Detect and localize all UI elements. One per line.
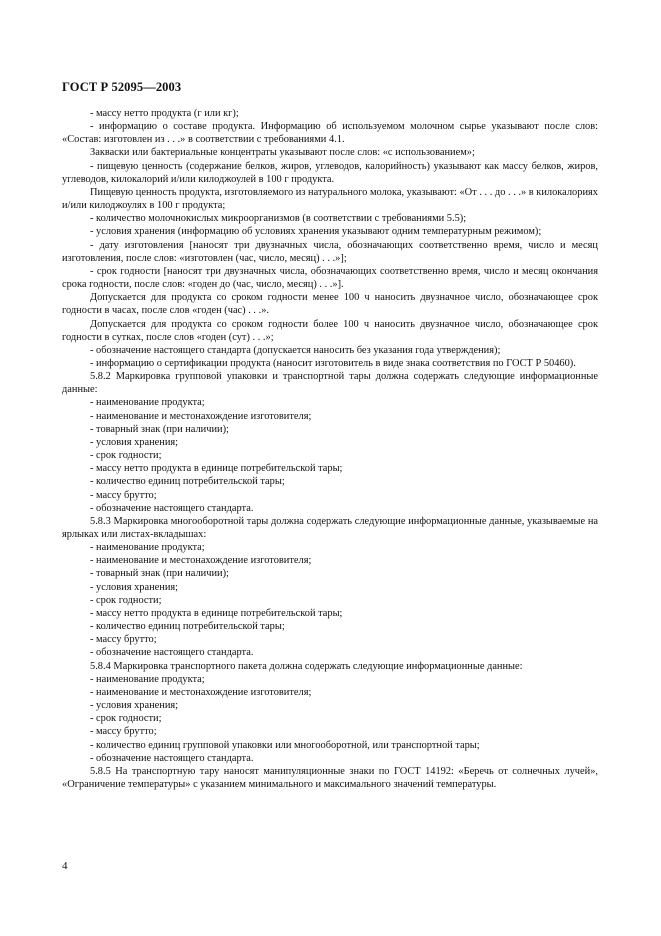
list-item: - наименование продукта; <box>90 673 205 685</box>
list-item: - наименование и местонахождение изготовителя; <box>90 555 312 567</box>
list-item: - срок годности; <box>90 450 162 462</box>
list-item: - срок годности; <box>90 594 162 606</box>
paragraph: Закваски или бактериальные концентраты указывают после слов: «с использованием»; <box>90 147 475 159</box>
list-item: - количество единиц групповой упаковки или многооборотной, или транспортной тары; <box>90 739 480 751</box>
paragraph: - количество молочнокислых микроорганизмов (в соответствии с требованиями 5.5); <box>90 213 467 225</box>
list-item: - условия хранения; <box>90 700 179 712</box>
list-item: - наименование продукта; <box>90 397 205 409</box>
list-item: - товарный знак (при наличии); <box>90 423 229 435</box>
document-body <box>62 107 598 791</box>
list-item: - наименование и местонахождение изготовителя; <box>90 686 312 698</box>
paragraph: Допускается для продукта со сроком годности более 100 ч наносить двузначное число, обозначающее срок годности в сутках, после слов «годен (сут) . . .»; <box>62 318 598 343</box>
paragraph: - массу нетто продукта (г или кг); <box>90 108 239 119</box>
paragraph: - информацию о сертификации продукта (наносит изготовитель в виде знака соответствия по ГОСТ Р 50460). <box>90 357 576 369</box>
list-item: - условия хранения; <box>90 581 179 593</box>
paragraph: - условия хранения (информацию об условиях хранения указывают одним температурным режимом); <box>90 226 542 238</box>
list-item: - товарный знак (при наличии); <box>90 568 229 580</box>
list-item: - обозначение настоящего стандарта. <box>90 752 254 764</box>
paragraph: - пищевую ценность (содержание белков, жиров, углеводов, калорийность) указывают как массу белков, жиров, углеводов, килокалорий и/или килоджоулей в 100 г продукта. <box>62 160 598 185</box>
paragraph: Допускается для продукта со сроком годности менее 100 ч наносить двузначное число, обозначающее срок годности в часах, после слов «годен (час) . . .». <box>62 292 598 317</box>
list-item: - количество единиц потребительской тары; <box>90 621 285 633</box>
list-item: - количество единиц потребительской тары; <box>90 476 285 488</box>
list-item: - массу брутто; <box>90 489 157 501</box>
list-item: - массу нетто продукта в единице потребительской тары; <box>90 463 343 475</box>
list-item: - обозначение настоящего стандарта. <box>90 647 254 659</box>
paragraph: - информацию о составе продукта. Информацию об используемом молочном сырье указывают после слов: «Состав: изготовлен из . . .» в соответствии с требованиями 4.1. <box>62 121 598 146</box>
section-5-8-2: 5.8.2 Маркировка групповой упаковки и транспортной тары должна содержать следующие информационные данные: <box>62 371 598 396</box>
section-5-8-3: 5.8.3 Маркировка многооборотной тары должна содержать следующие информационные данные, указываемые на ярлыках или листах-вкладышах: <box>62 515 598 540</box>
list-item: - наименование и местонахождение изготовителя; <box>90 410 312 422</box>
list-item: - массу нетто продукта в единице потребительской тары; <box>90 607 343 619</box>
page-number: 4 <box>62 860 68 872</box>
standard-header: ГОСТ Р 52095—2003 <box>62 80 182 94</box>
paragraph: - дату изготовления [наносят три двузначных числа, обозначающих соответственно время, число и месяц изготовления, после слов: «изготовлен (час, число, месяц) . . .»]; <box>62 239 598 264</box>
paragraph: Пищевую ценность продукта, изготовляемого из натурального молока, указывают: «От . . . до . . .» в килокалориях и/или килоджоулях в 100 г продукта; <box>62 186 598 212</box>
list-item: - массу брутто; <box>90 634 157 646</box>
list-item: - срок годности; <box>90 713 162 725</box>
section-5-8-4: 5.8.4 Маркировка транспортного пакета должна содержать следующие информационные данные: <box>90 660 523 672</box>
list-item: - условия хранения; <box>90 436 179 448</box>
paragraph: - обозначение настоящего стандарта (допускается наносить без указания года утверждения); <box>90 344 501 356</box>
list-item: - наименование продукта; <box>90 542 205 554</box>
list-item: - обозначение настоящего стандарта. <box>90 502 254 514</box>
section-5-8-5: 5.8.5 На транспортную тару наносят манипуляционные знаки по ГОСТ 14192: «Беречь от солнечных лучей», «Ограничение температуры» с указанием минимального и максимального значений температуры. <box>62 765 598 790</box>
paragraph: - срок годности [наносят три двузначных числа, обозначающих соответственно время, число и месяц окончания срока годности, после слов: «годен до (час, число, месяц) . . .»]. <box>62 265 598 291</box>
list-item: - массу брутто; <box>90 726 157 738</box>
